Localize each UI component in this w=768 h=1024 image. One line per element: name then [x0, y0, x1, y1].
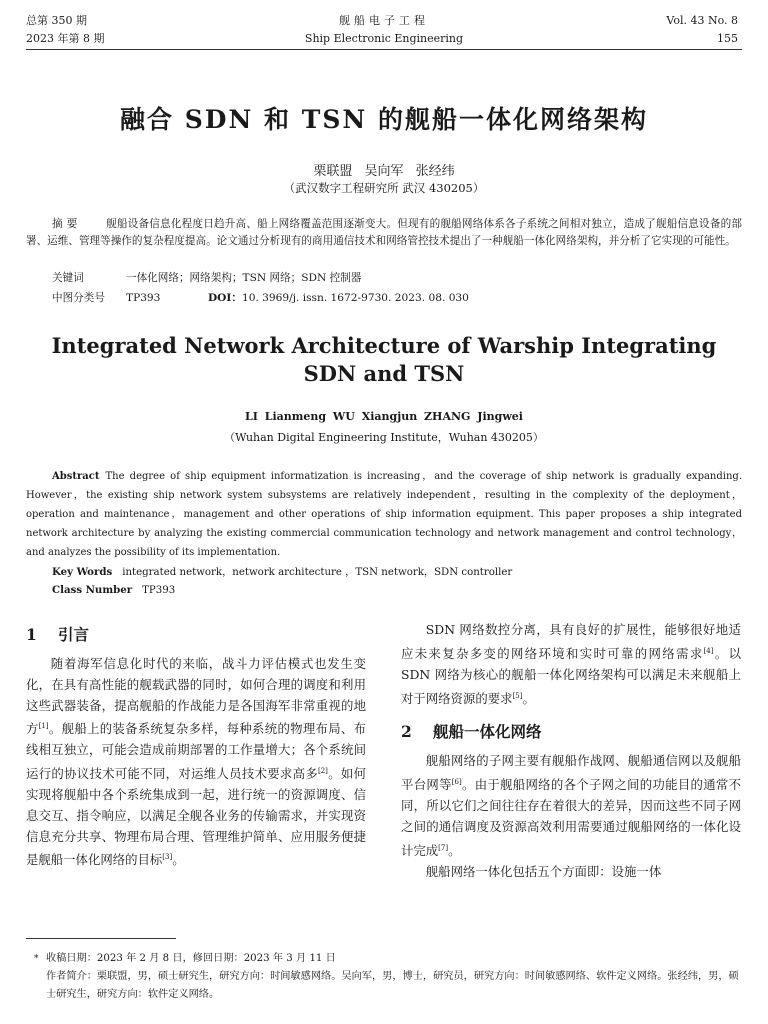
- citation-2: [2]: [318, 767, 328, 776]
- citation-5: [5]: [512, 691, 523, 700]
- footnote-marker: *: [34, 954, 39, 964]
- footnote-divider: [26, 938, 176, 939]
- section-1-title: 引言: [58, 625, 90, 644]
- classification-cn: [52, 290, 469, 307]
- text-run: 。舰船上的装备系统复杂多样，每种系统的物理布局、布线相互独立，可能会造成前期部署的工作量增大；各个系统间运行的协议技术可能不同，对运维人员技术要求高多: [26, 721, 367, 782]
- doi-label: DOI：: [208, 292, 242, 304]
- page-header: [0, 0, 768, 52]
- abstract-cn-text: 舰船设备信息化程度日趋升高、船上网络覆盖范围逐渐变大。但现有的舰船网络体系各子系统之间相对独立，造成了舰船信息设备的部署、运维、管理等操作的复杂程度提高。论文通过分析现有的商用通信技术和网络管控技术提出了一种舰船一体化网络架构，并分析了它实现的可能性。: [26, 218, 742, 247]
- volume-number: Vol. 43 No. 8: [666, 14, 738, 27]
- class-cn-code: TP393: [126, 292, 161, 304]
- class-en-code: TP393: [142, 585, 176, 596]
- journal-name-en: Ship Electronic Engineering: [304, 32, 464, 45]
- class-cn-label: 中图分类号: [52, 292, 105, 304]
- text-run: 。: [448, 842, 461, 858]
- section-2-title: 舰船一体化网络: [433, 722, 542, 742]
- classification-en: [52, 581, 175, 600]
- keywords-cn-label: 关键词: [52, 272, 84, 284]
- section-2-paragraph-2: 舰船网络一体化包括五个方面即：设施一体: [425, 863, 662, 879]
- text-run: 随着海军信息化时代的来临，战斗力评估模式也发生变化，在具有高性能的舰载武器的同时，如何合理的调度和利用这些武器装备，提高舰船的作战能力是各国海军非常重视的地方: [26, 656, 366, 737]
- text-run: 。: [522, 690, 535, 706]
- abstract-en: [26, 467, 742, 562]
- section-1-paragraph-1: [26, 654, 366, 871]
- issue-year: 2023 年第 8 期: [26, 32, 105, 45]
- author-bio: 作者简介：栗联盟，男，硕士研究生，研究方向：时间敏感网络。吴向军，男，博士，研究员，研究方向：时间敏感网络、软件定义网络。张经纬，男，硕士研究生，研究方向：软件定义网络。: [46, 971, 739, 1000]
- citation-3: [3]: [162, 853, 173, 862]
- citation-6: [6]: [451, 778, 462, 787]
- abstract-en-text: The degree of ship equipment informatization is increasing，and the coverage of ship network is gradually expanding. However，the existing ship network system subsystems are relatively independent，resulting in the complexity of the deployment，operation and maintenance，management and other operations of ship information equipment. This paper proposes a ship integrated network architecture by analyzing the existing commercial communication technology and network management and control technology，and analyzes the possibility of its implementation.: [26, 471, 742, 558]
- page-number: 155: [717, 32, 738, 45]
- paper-title-en: Integrated Network Architecture of Warship Integrating SDN and TSN: [51, 333, 717, 386]
- volume-info: [666, 12, 738, 48]
- paper-title-cn: 融合 SDN 和 TSN 的舰船一体化网络架构: [120, 105, 648, 134]
- body-left-column: [26, 620, 366, 871]
- section-1-heading: [26, 622, 366, 648]
- body-right-column: [401, 620, 741, 882]
- citation-4: [4]: [703, 646, 714, 655]
- authors-en: LI Lianmeng WU Xiangjun ZHANG Jingwei: [245, 410, 523, 423]
- section-2-paragraph-1: [401, 751, 741, 861]
- section-1-number: 1: [26, 625, 37, 644]
- text-run: 舰船网络的子网主要有舰船作战网、舰船通信网以及舰船平台网等: [401, 753, 741, 793]
- text-run: 。由于舰船网络的各个子网之间的功能目的通常不同，所以它们之间往往存在着很大的差异，因而这些不同子网之间的通信调度及资源高效利用需要通过舰船网络的一体化设计完成: [401, 777, 741, 858]
- keywords-en-label: Key Words: [52, 566, 113, 578]
- received-date: 收稿日期：2023 年 2 月 8 日，修回日期：2023 年 3 月 11 日: [46, 953, 336, 964]
- abstract-en-label: Abstract: [52, 471, 100, 482]
- class-en-label: Class Number: [52, 584, 133, 596]
- affiliation-cn: （武汉数字工程研究所 武汉 430205）: [283, 181, 485, 195]
- abstract-cn-label: 摘要: [52, 218, 82, 230]
- section-2-number: 2: [401, 722, 412, 742]
- keywords-cn: [52, 270, 361, 287]
- doi-value: 10. 3969/j. issn. 1672-9730. 2023. 08. 030: [241, 292, 469, 304]
- journal-name: [0, 12, 768, 48]
- footnote: [34, 950, 742, 1004]
- keywords-en-text: integrated network，network architecture ，TSN network，SDN controller: [122, 567, 513, 578]
- text-run: 。以 SDN 网络为核心的舰船一体化网络架构可以满足未来舰船上对于网络资源的要求: [401, 645, 742, 706]
- issue-total: 总第 350 期: [26, 14, 87, 27]
- header-divider: [26, 49, 742, 50]
- keywords-cn-text: 一体化网络；网络架构；TSN 网络；SDN 控制器: [126, 272, 362, 284]
- affiliation-en: （Wuhan Digital Engineering Institute，Wuhan 430205）: [224, 431, 544, 444]
- text-run: 。如何实现将舰船中各个系统集成到一起，进行统一的资源调度、信息交互、指令响应，以满足全舰各业务的传输需求，并实现资信息充分共享、物理布局合理、管理维护简单、应用服务便捷是舰船一体化网络的目标: [26, 766, 367, 868]
- abstract-cn: [26, 216, 742, 250]
- citation-7: [7]: [438, 843, 449, 852]
- section-2-heading: [401, 719, 741, 745]
- section-1-paragraph-2: [401, 620, 741, 709]
- authors-cn: 栗联盟 吴向军 张经纬: [313, 164, 455, 179]
- journal-name-cn: 舰船电子工程: [339, 14, 429, 27]
- text-run: 。: [172, 852, 185, 868]
- citation-1: [1]: [38, 722, 49, 731]
- keywords-en: [52, 563, 512, 582]
- text-run: SDN 网络数控分离，具有良好的扩展性，能够很好地适应未来复杂多变的网络环境和实时可靠的网络需求: [401, 622, 741, 661]
